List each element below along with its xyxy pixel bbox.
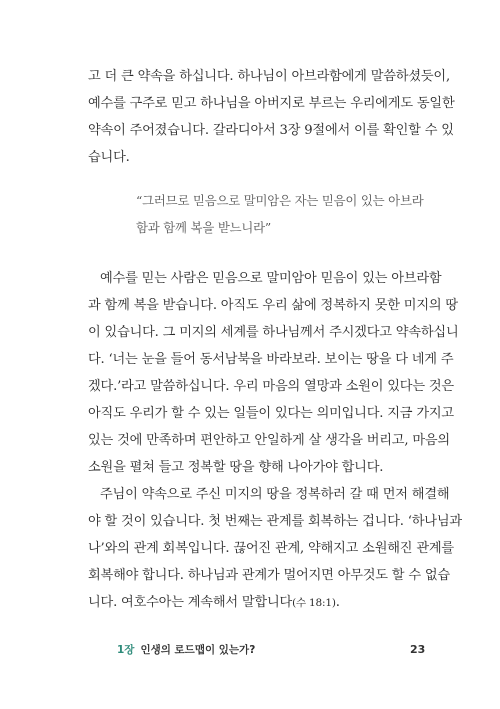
body-line: 소원을 펼쳐 들고 정복할 땅을 향해 나아가야 합니다.: [88, 460, 384, 475]
body-line: 겠다.’라고 말씀하십니다. 우리 마음의 열망과 소원이 있다는 것은: [88, 379, 454, 394]
body-line: 습니다.: [88, 150, 130, 165]
chapter-title: 인생의 로드맵이 있는가?: [140, 644, 256, 656]
quote-line: 함과 함께 복을 받느니라”: [136, 220, 272, 235]
running-footer: [117, 643, 255, 657]
page-number: 23: [410, 643, 426, 656]
body-line: 야 할 것이 있습니다. 첫 번째는 관계를 회복하는 겁니다. ‘하나님과: [88, 514, 462, 529]
quote-line: “그러므로 믿음으로 말미암은 자는 믿음이 있는 아브라: [136, 193, 424, 208]
body-line: 약속이 주어졌습니다. 갈라디아서 3장 9절에서 이를 확인할 수 있: [88, 123, 454, 138]
body-text: 니다. 여호수아는 계속해서 말합니다: [88, 595, 293, 610]
body-text: .: [335, 595, 340, 610]
body-line-last: [88, 594, 340, 612]
body-line: 아직도 우리가 할 수 있는 일들이 있다는 의미입니다. 지금 가지고: [88, 406, 454, 421]
body-line: 있는 것에 만족하며 편안하고 안일하게 살 생각을 버리고, 마음의: [88, 433, 450, 448]
body-line: 이 있습니다. 그 미지의 세계를 하나님께서 주시겠다고 약속하십니: [88, 325, 459, 340]
body-line: 고 더 큰 약속을 하십니다. 하나님이 아브라함에게 말씀하셨듯이,: [88, 69, 450, 84]
body-line: 다. ‘너는 눈을 들어 동서남북을 바라보라. 보이는 땅을 다 네게 주: [88, 352, 454, 367]
chapter-number: 1장: [117, 644, 135, 656]
body-line: 과 함께 복을 받습니다. 아직도 우리 삶에 정복하지 못한 미지의 땅: [88, 298, 458, 313]
scripture-reference: (수 18:1): [292, 597, 336, 609]
body-line: 예수를 구주로 믿고 하나님을 아버지로 부르는 우리에게도 동일한: [88, 96, 455, 111]
body-line: 주님이 약속으로 주신 미지의 땅을 정복하러 갈 때 먼저 해결해: [100, 487, 450, 502]
body-line: 회복해야 합니다. 하나님과 관계가 멀어지면 아무것도 할 수 없습: [88, 568, 450, 583]
body-line: 예수를 믿는 사람은 믿음으로 말미암아 믿음이 있는 아브라함: [100, 271, 442, 286]
body-line: 나’와의 관계 회복입니다. 끊어진 관계, 약해지고 소원해진 관계를: [88, 541, 454, 556]
